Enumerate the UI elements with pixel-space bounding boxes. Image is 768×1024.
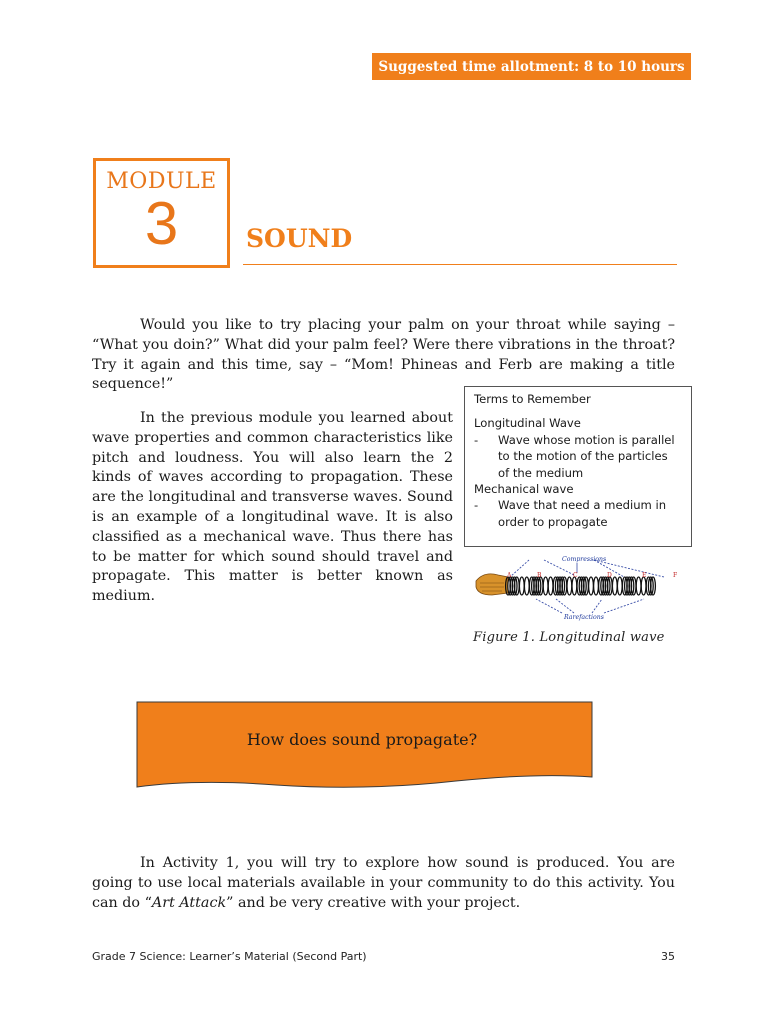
activity-paragraph <box>92 854 675 913</box>
intro-paragraph <box>92 316 675 395</box>
question-text: How does sound propagate? <box>246 730 478 749</box>
activity-paragraph-text <box>92 854 675 913</box>
terms-to-remember-box <box>464 386 692 547</box>
activity-emphasis: Art Attack <box>151 894 227 911</box>
rarefactions-label: Rarefactions <box>564 614 604 621</box>
point-label: E <box>642 572 647 579</box>
compressions-label: Compressions <box>562 556 607 563</box>
module-title: SOUND <box>246 224 353 253</box>
title-underline <box>243 264 677 265</box>
term-definition <box>474 432 682 481</box>
term-name: Mechanical wave <box>474 482 574 497</box>
activity-text-after: ” and be very creative with your project. <box>226 894 521 911</box>
term-dash: - <box>474 432 479 447</box>
point-label: F <box>673 572 678 579</box>
longitudinal-wave-figure <box>474 553 689 623</box>
activity-text-before: In Activity 1, you will try to explore how sound is produced. You are going to use local materials available in your community to do this activity. You can do “ <box>92 855 675 911</box>
footer-title: Grade 7 Science: Learner’s Material (Second Part) <box>92 950 367 963</box>
intro-paragraph-text: Would you like to try placing your palm on your throat while saying – “What you doin?” What did your palm feel? Were there vibrations in the throat? Try it again and this time, say – “Mom! Phineas and Ferb are making a title sequence!” <box>92 317 675 393</box>
terms-heading: Terms to Remember <box>474 392 591 406</box>
point-label: D <box>607 572 612 579</box>
time-allotment-banner <box>372 53 691 80</box>
point-label: A <box>507 572 512 579</box>
term-name: Longitudinal Wave <box>474 416 581 431</box>
propagation-paragraph <box>92 409 453 607</box>
point-label: C <box>573 572 578 579</box>
term-definition-text: Wave that need a medium in order to propagate <box>498 498 667 529</box>
module-number: 3 <box>144 190 179 257</box>
point-label: B <box>537 572 542 579</box>
term-definition <box>474 497 682 530</box>
term-dash: - <box>474 498 479 513</box>
figure-caption: Figure 1. Longitudinal wave <box>473 630 665 645</box>
module-number-box <box>93 158 230 268</box>
time-allotment-text: Suggested time allotment: 8 to 10 hours <box>378 58 685 75</box>
term-definition-text: Wave whose motion is parallel to the motion of the particles of the medium <box>498 432 675 480</box>
hand-icon <box>476 574 508 595</box>
module-label: MODULE <box>106 169 217 194</box>
propagation-paragraph-text: In the previous module you learned about wave properties and common characteristics like pitch and loudness. You will also learn the 2 kinds of waves according to propagation. These are the longitudinal and transverse waves. Sound is an example of a longitudinal wave. It is also classified as a mechanical wave. Thus there has to be matter for which sound should travel and propagate. This matter is better known as medium. <box>92 410 453 605</box>
page-number: 35 <box>661 950 675 963</box>
